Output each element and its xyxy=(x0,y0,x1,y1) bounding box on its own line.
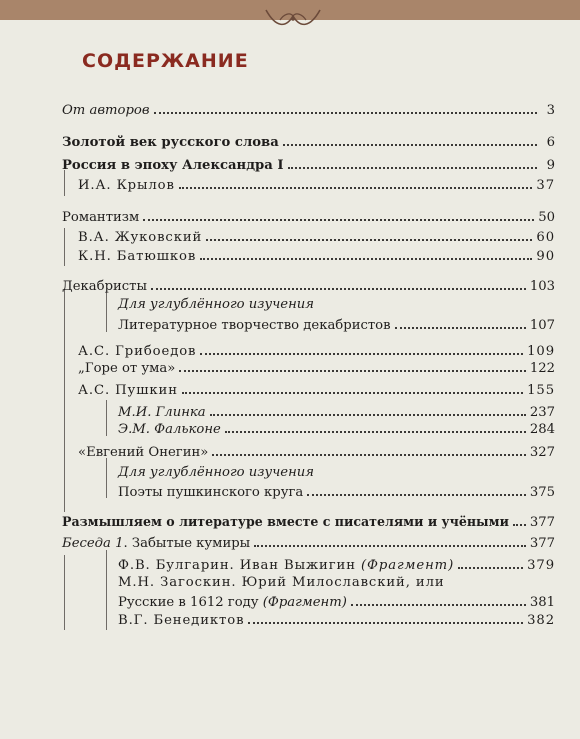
toc-label: От авторов xyxy=(62,103,150,118)
toc-page: 381 xyxy=(529,595,555,610)
toc-page: 284 xyxy=(529,422,555,437)
toc-label: Россия в эпоху Александра I xyxy=(62,158,284,173)
toc-label: М.Н. Загоскин. Юрий Милославский, или xyxy=(118,575,445,590)
toc-label: К.Н. Батюшков xyxy=(78,249,197,264)
toc-page: 37 xyxy=(536,178,555,193)
toc-page: 382 xyxy=(527,613,555,628)
toc-entry[interactable] xyxy=(62,276,555,294)
toc-label: Декабристы xyxy=(62,279,147,294)
toc-label: А.С. Грибоедов xyxy=(78,344,197,359)
toc-label: «Евгений Онегин» xyxy=(78,445,209,460)
leader-dots xyxy=(210,402,526,416)
toc-entry[interactable] xyxy=(62,512,555,530)
toc-label: „Горе от ума» xyxy=(78,361,176,376)
toc-page: 155 xyxy=(527,383,555,398)
guide-line xyxy=(106,292,107,332)
leader-dots xyxy=(395,315,526,329)
toc-label-rest: Русские в 1612 году xyxy=(118,595,263,610)
toc-entry[interactable] xyxy=(118,610,555,628)
guide-line xyxy=(106,550,107,630)
toc-page: 90 xyxy=(536,249,555,264)
toc-label: В.А. Жуковский xyxy=(78,230,203,245)
toc-entry[interactable] xyxy=(118,402,555,420)
leader-dots xyxy=(154,100,537,114)
toc-entry[interactable] xyxy=(78,358,555,376)
toc-page: 60 xyxy=(536,230,555,245)
toc-label: Поэты пушкинского круга xyxy=(118,485,304,500)
toc-label: Золотой век русского слова xyxy=(62,135,279,150)
toc-label-italic: (Фрагмент) xyxy=(262,595,347,610)
toc-entry[interactable] xyxy=(118,482,555,500)
toc-label: Размышляем о литературе вместе с писателями и учёными xyxy=(62,514,509,529)
toc-entry[interactable] xyxy=(62,155,555,173)
toc-entry[interactable] xyxy=(78,442,555,460)
leader-dots xyxy=(458,555,523,569)
toc-page: 122 xyxy=(529,361,555,376)
toc-label-italic: (Фрагмент) xyxy=(360,558,455,573)
toc-page: 9 xyxy=(546,158,555,173)
toc-label: В.Г. Бенедиктов xyxy=(118,613,245,628)
toc-entry[interactable] xyxy=(118,592,555,610)
toc-page: 6 xyxy=(546,135,555,150)
toc-entry[interactable] xyxy=(78,246,555,264)
toc-entry[interactable] xyxy=(118,315,555,333)
toc-page: 377 xyxy=(529,515,555,530)
toc-page: 107 xyxy=(529,318,555,333)
leader-dots xyxy=(151,276,526,290)
leader-dots xyxy=(351,592,526,606)
toc-label: Литературное творчество декабристов xyxy=(118,318,391,333)
toc-entry[interactable] xyxy=(78,227,555,245)
leader-dots xyxy=(212,442,525,456)
leader-dots xyxy=(283,132,537,146)
toc-label: И.А. Крылов xyxy=(78,178,175,193)
toc-page: 377 xyxy=(529,536,555,551)
toc-entry[interactable] xyxy=(78,341,555,359)
toc-label: Романтизм xyxy=(62,210,140,225)
toc-page: 327 xyxy=(529,445,555,460)
toc-label: Э.М. Фальконе xyxy=(118,422,221,437)
toc-entry[interactable] xyxy=(62,207,555,225)
toc-page: 237 xyxy=(529,405,555,420)
leader-dots xyxy=(182,380,523,394)
toc-label xyxy=(118,557,454,575)
leader-dots xyxy=(307,482,526,496)
leader-dots xyxy=(179,358,526,372)
guide-line xyxy=(64,290,65,512)
toc-entry[interactable] xyxy=(62,533,555,551)
toc-page: 109 xyxy=(527,344,555,359)
toc-label-rest: . Забытые кумиры xyxy=(123,536,251,551)
leader-dots xyxy=(288,155,537,169)
toc-label: М.И. Глинка xyxy=(118,405,206,420)
guide-line xyxy=(64,228,65,266)
leader-dots xyxy=(206,227,532,241)
guide-line xyxy=(64,555,65,630)
toc-entry[interactable] xyxy=(78,175,555,193)
leader-dots xyxy=(254,533,526,547)
toc-label: А.С. Пушкин xyxy=(78,383,178,398)
toc-page: 375 xyxy=(529,485,555,500)
toc-entry[interactable] xyxy=(118,419,555,437)
toc-page: 50 xyxy=(538,210,555,225)
toc-entry[interactable] xyxy=(62,132,555,150)
ornament-icon xyxy=(262,6,324,30)
leader-dots xyxy=(225,419,526,433)
toc-page: 379 xyxy=(527,558,555,573)
section-note: Для углублённого изучения xyxy=(118,297,315,312)
leader-dots xyxy=(248,610,523,624)
toc-label xyxy=(62,535,250,553)
toc-label-italic: Беседа 1 xyxy=(62,536,124,551)
toc-entry[interactable] xyxy=(62,100,555,118)
toc-entry[interactable] xyxy=(118,555,555,573)
guide-line xyxy=(106,458,107,498)
guide-line xyxy=(106,400,107,436)
toc-page: 3 xyxy=(546,103,555,118)
toc-label-rest: Ф.В. Булгарин. Иван Выжигин xyxy=(118,558,361,573)
leader-dots xyxy=(200,246,532,260)
leader-dots xyxy=(513,512,526,526)
section-note: Для углублённого изучения xyxy=(118,465,315,480)
toc-entry[interactable] xyxy=(78,380,555,398)
leader-dots xyxy=(143,207,534,221)
leader-dots xyxy=(200,341,523,355)
toc-page: 103 xyxy=(529,279,555,294)
leader-dots xyxy=(179,175,533,189)
page-title: СОДЕРЖАНИЕ xyxy=(82,50,249,72)
